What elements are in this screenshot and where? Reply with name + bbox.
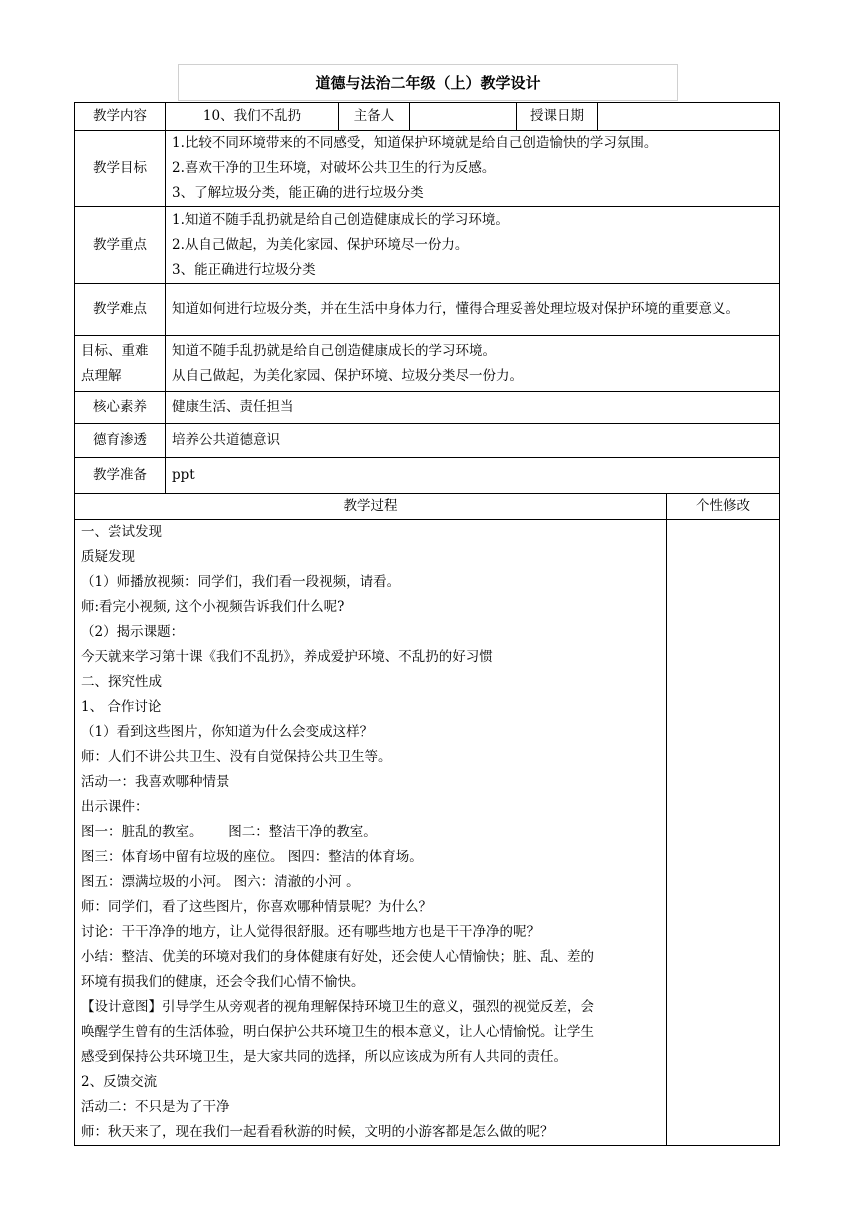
process-line: 师：秋天来了，现在我们一起看看秋游的时候，文明的小游客都是怎么做的呢？ bbox=[81, 1124, 554, 1140]
key-point-line: 1.知道不随手乱扔就是给自己创造健康成长的学习环境。 bbox=[172, 211, 509, 228]
process-line: 图一：脏乱的教室。 图二：整洁干净的教室。 bbox=[81, 824, 377, 840]
key-point-line: 2.从自己做起，为美化家园、保护环境尽一份力。 bbox=[172, 236, 469, 253]
label-moral-education: 德育渗透 bbox=[75, 424, 166, 458]
process-line: 图五：漂满垃圾的小河。 图六：清澈的小河 。 bbox=[81, 874, 360, 890]
understanding-line: 从自己做起，为美化家园、保护环境、垃圾分类尽一份力。 bbox=[172, 367, 523, 384]
label-preparation: 教学准备 bbox=[75, 458, 166, 494]
label-objectives: 教学目标 bbox=[75, 131, 166, 207]
understanding-content bbox=[166, 336, 780, 392]
key-points-content bbox=[166, 207, 780, 284]
difficulties-content: 知道如何进行垃圾分类，并在生活中身体力行，懂得合理妥善处理垃圾对保护环境的重要意义。 bbox=[166, 284, 780, 336]
moral-education-value: 培养公共道德意识 bbox=[166, 424, 780, 458]
process-line: 质疑发现 bbox=[81, 549, 135, 565]
process-line: 一、尝试发现 bbox=[81, 524, 162, 540]
label-understanding-line2: 点理解 bbox=[81, 367, 122, 384]
objective-line: 1.比较不同环境带来的不同感受，知道保护环境就是给自己创造愉快的学习氛围。 bbox=[172, 135, 658, 151]
process-line: 活动二：不只是为了干净 bbox=[81, 1099, 230, 1115]
process-line: 今天就来学习第十课《我们不乱扔》，养成爱护环境、不乱扔的好习惯 bbox=[81, 649, 493, 665]
process-line: 二、探究性成 bbox=[81, 674, 162, 690]
process-line: （2）揭示课题： bbox=[81, 624, 185, 640]
process-line: 讨论：干干净净的地方，让人觉得很舒服。还有哪些地方也是干干净净的呢？ bbox=[81, 924, 540, 940]
process-line: 环境有损我们的健康，还会令我们心情不愉快。 bbox=[81, 974, 365, 990]
label-understanding-line1: 目标、重难 bbox=[81, 342, 149, 359]
process-content bbox=[75, 520, 667, 1146]
process-line: 师：同学们，看了这些图片，你喜欢哪种情景呢？为什么？ bbox=[81, 899, 432, 915]
revision-header: 个性修改 bbox=[667, 494, 780, 520]
process-line: 感受到保持公共环境卫生，是大家共同的选择，所以应该成为所有人共同的责任。 bbox=[81, 1049, 567, 1065]
row-core-literacy bbox=[75, 392, 780, 424]
row-difficulties bbox=[75, 284, 780, 336]
objective-line: 3、了解垃圾分类，能正确的进行垃圾分类 bbox=[172, 185, 424, 201]
row-process-body bbox=[75, 520, 780, 1146]
process-line: 师：人们不讲公共卫生、没有自觉保持公共卫生等。 bbox=[81, 749, 392, 765]
label-understanding bbox=[75, 336, 166, 392]
lesson-plan-table bbox=[74, 102, 780, 1146]
process-line: 1、 合作讨论 bbox=[81, 699, 162, 715]
row-understanding bbox=[75, 336, 780, 392]
process-line: （1）看到这些图片，你知道为什么会变成这样？ bbox=[81, 724, 374, 740]
preparation-value: ppt bbox=[166, 458, 780, 494]
lesson-title: 10、我们不乱扔 bbox=[166, 103, 339, 131]
objective-line: 2.喜欢干净的卫生环境，对破坏公共卫生的行为反感。 bbox=[172, 160, 496, 176]
objectives-content bbox=[166, 131, 780, 207]
label-preparer: 主备人 bbox=[339, 103, 410, 131]
process-line: 唤醒学生曾有的生活体验，明白保护公共环境卫生的根本意义，让人心情愉悦。让学生 bbox=[81, 1024, 594, 1040]
label-core-literacy: 核心素养 bbox=[75, 392, 166, 424]
row-process-header bbox=[75, 494, 780, 520]
label-teaching-date: 授课日期 bbox=[517, 103, 598, 131]
row-objectives bbox=[75, 131, 780, 207]
understanding-line: 知道不随手乱扔就是给自己创造健康成长的学习环境。 bbox=[172, 342, 496, 359]
process-line: 活动一：我喜欢哪种情景 bbox=[81, 774, 230, 790]
process-line: （1）师播放视频：同学们，我们看一段视频，请看。 bbox=[81, 574, 401, 590]
process-line: 2、反馈交流 bbox=[81, 1074, 158, 1090]
label-difficulties: 教学难点 bbox=[75, 284, 166, 336]
process-line: 图三：体育场中留有垃圾的座位。 图四：整洁的体育场。 bbox=[81, 849, 423, 865]
label-key-points: 教学重点 bbox=[75, 207, 166, 284]
label-teaching-content: 教学内容 bbox=[75, 103, 166, 131]
process-line: 【设计意图】引导学生从旁观者的视角理解保持环境卫生的意义，强烈的视觉反差，会 bbox=[81, 999, 594, 1015]
row-preparation bbox=[75, 458, 780, 494]
process-header: 教学过程 bbox=[75, 494, 667, 520]
preparer-value bbox=[410, 103, 517, 131]
process-line: 出示课件： bbox=[81, 799, 149, 815]
process-line: 小结：整洁、优美的环境对我们的身体健康有好处，还会使人心情愉快；脏、乱、差的 bbox=[81, 949, 594, 965]
document-title: 道德与法治二年级（上）教学设计 bbox=[178, 64, 678, 101]
row-teaching-content bbox=[75, 103, 780, 131]
core-literacy-value: 健康生活、责任担当 bbox=[166, 392, 780, 424]
key-point-line: 3、能正确进行垃圾分类 bbox=[172, 261, 316, 278]
row-moral-education bbox=[75, 424, 780, 458]
row-key-points bbox=[75, 207, 780, 284]
revision-content bbox=[667, 520, 780, 1146]
process-line: 师:看完小视频, 这个小视频告诉我们什么呢? bbox=[81, 599, 345, 615]
teaching-date-value bbox=[598, 103, 780, 131]
